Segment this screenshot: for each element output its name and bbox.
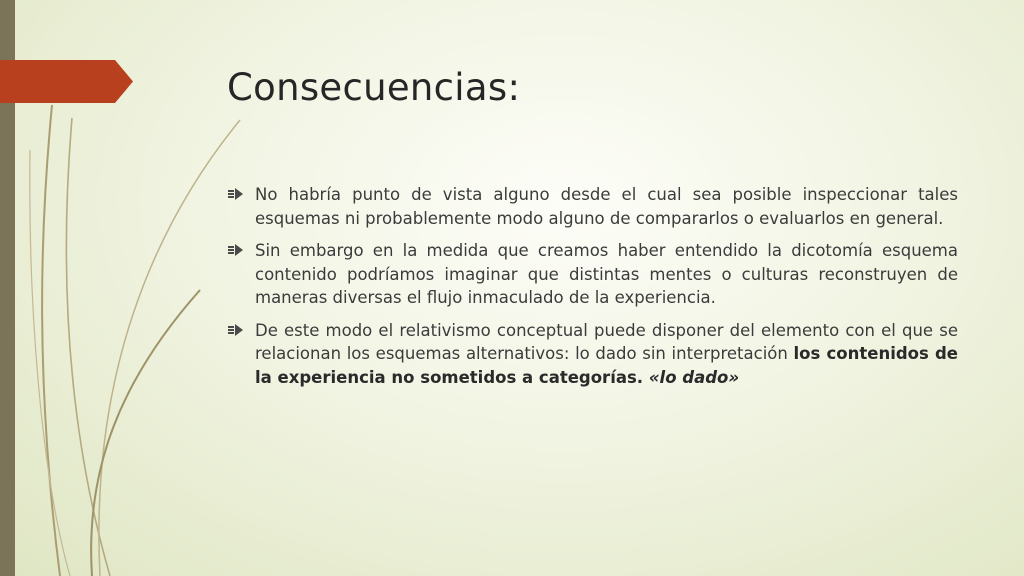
arrow-bullet-icon [228,324,244,336]
title-accent-arrow [0,60,133,103]
arrow-bullet-icon [228,244,244,256]
bullet-bold-text: los contenidos de la experiencia no sometidos a categorías. [255,344,958,387]
bullet-item [228,183,958,230]
bullet-list [228,183,958,398]
bullet-text: No habría punto de vista alguno desde el cual sea posible inspeccionar tales esquemas ni probablemente modo alguno de compararlos o evaluarlos en general. [255,185,958,228]
slide-title: Consecuencias: [227,66,521,109]
bullet-bold-italic-text: «lo dado» [648,367,740,387]
bullet-text: Sin embargo en la medida que creamos haber entendido la dicotomía esquema contenido podríamos imaginar que distintas mentes o culturas reconstruyen de maneras diversas el flujo inmaculado de la experiencia. [255,241,958,307]
bullet-text: De este modo el relativismo conceptual puede disponer del elemento con el que se relacionan los esquemas alternativos: lo dado sin interpretación [255,320,958,363]
bullet-item [228,319,958,390]
arrow-bullet-icon [228,188,244,200]
bullet-item [228,239,958,310]
